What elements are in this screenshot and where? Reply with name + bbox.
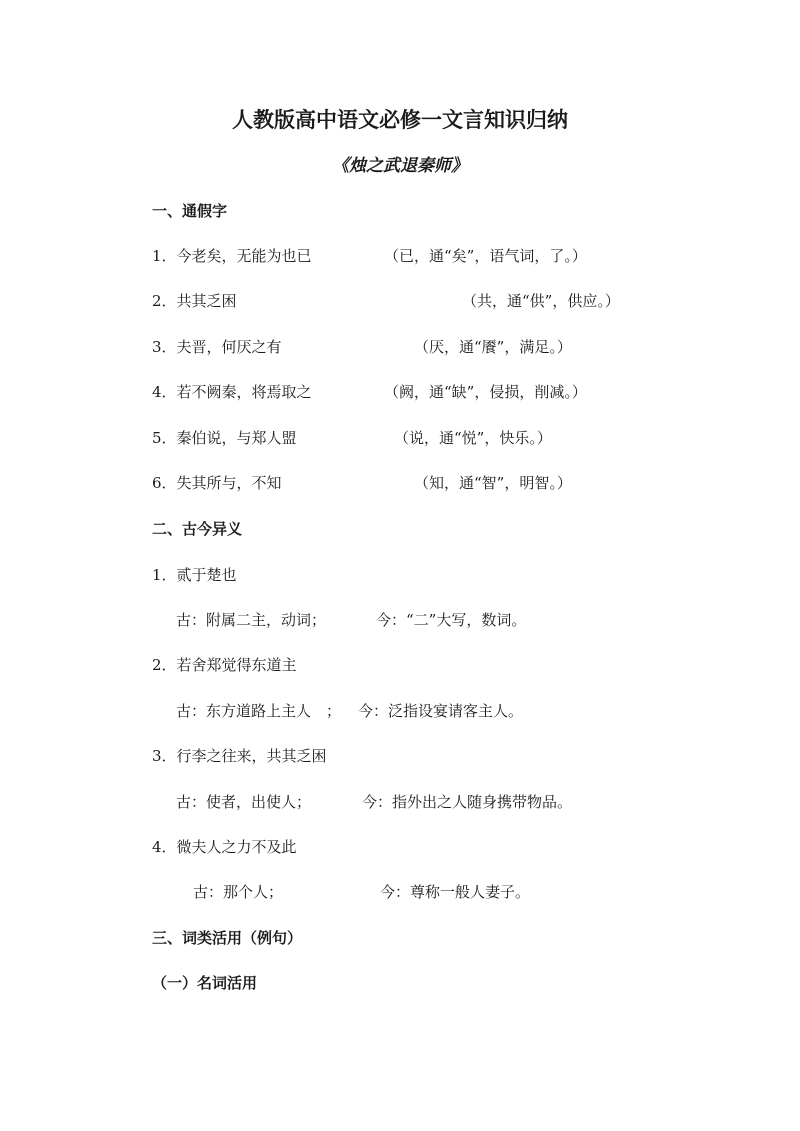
gujin-item-4-text: 4．微夫人之力不及此 xyxy=(152,838,297,856)
section-heading-tongjiazi: 一、通假字 xyxy=(152,202,228,220)
tongjiazi-item-5-note: （说，通“悦”，快乐。） xyxy=(394,429,552,447)
tongjiazi-item-1-note: （已，通“矣”，语气词，了。） xyxy=(384,247,587,265)
gujin-item-3-text: 3．行李之往来，共其乏困 xyxy=(152,747,327,765)
gujin-item-3-modern: 今：指外出之人随身携带物品。 xyxy=(362,793,573,811)
tongjiazi-item-1-text: 1．今老矣，无能为也已 xyxy=(152,247,312,265)
gujin-item-1-text: 1．贰于楚也 xyxy=(152,566,237,584)
gujin-item-1-ancient: 古：附属二主，动词； xyxy=(176,611,327,629)
tongjiazi-item-3-note: （厌，通“餍”，满足。） xyxy=(414,338,572,356)
gujin-item-1-modern: 今：“二”大写，数词。 xyxy=(376,611,527,629)
tongjiazi-item-2-text: 2．共其乏困 xyxy=(152,292,237,310)
gujin-item-2-text: 2．若舍郑觉得东道主 xyxy=(152,656,297,674)
tongjiazi-item-6-text: 6．失其所与，不知 xyxy=(152,474,282,492)
tongjiazi-item-3-text: 3．夫晋，何厌之有 xyxy=(152,338,282,356)
tongjiazi-item-5-text: 5．秦伯说，与郑人盟 xyxy=(152,429,297,447)
section-heading-gujinyiyi: 二、古今异义 xyxy=(152,520,243,538)
page-title: 人教版高中语文必修一文言知识归纳 xyxy=(232,107,568,132)
gujin-item-2-ancient: 古：东方道路上主人 ； xyxy=(176,702,342,720)
tongjiazi-item-4-note: （阙，通“缺”，侵损，削减。） xyxy=(384,383,587,401)
gujin-item-4-ancient: 古：那个人； xyxy=(193,883,284,901)
tongjiazi-item-4-text: 4．若不阙秦，将焉取之 xyxy=(152,383,312,401)
gujin-item-2-modern: 今：泛指设宴请客主人。 xyxy=(358,702,524,720)
page-subtitle: 《烛之武退秦师》 xyxy=(332,156,468,176)
section-heading-cileihuoyong: 三、词类活用（例句） xyxy=(152,929,303,947)
gujin-item-3-ancient: 古：使者，出使人； xyxy=(176,793,312,811)
tongjiazi-item-2-note: （共，通“供”，供应。） xyxy=(462,292,620,310)
subsection-heading-mingcihuoyong: （一）名词活用 xyxy=(152,974,258,992)
tongjiazi-item-6-note: （知，通“智”，明智。） xyxy=(414,474,572,492)
gujin-item-4-modern: 今：尊称一般人妻子。 xyxy=(380,883,531,901)
